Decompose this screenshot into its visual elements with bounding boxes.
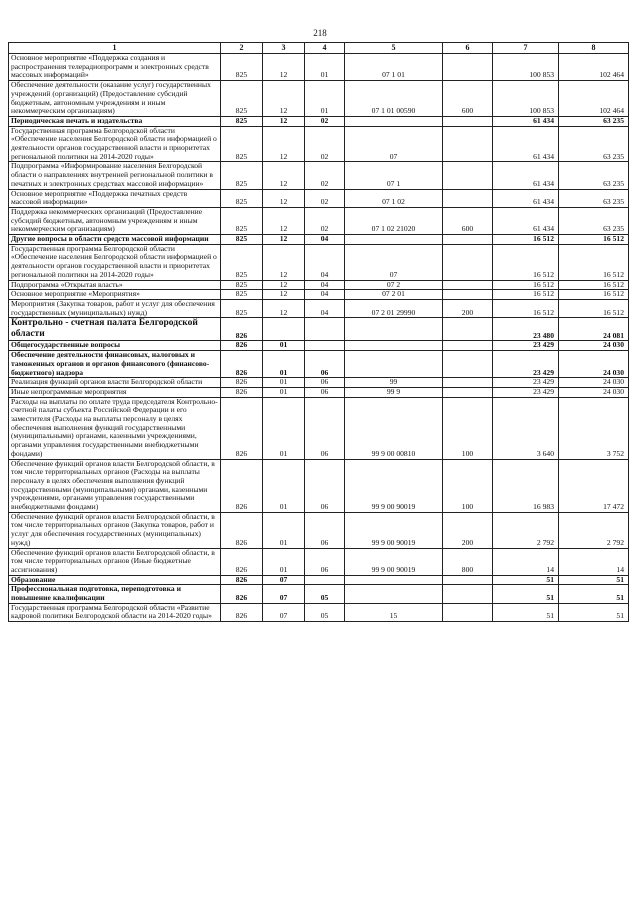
row-target-article: 07 2	[345, 280, 443, 290]
table-row	[9, 162, 629, 189]
row-section: 01	[263, 397, 305, 459]
table-row	[9, 235, 629, 245]
row-section: 12	[263, 290, 305, 300]
row-amount-year1: 14	[493, 548, 559, 575]
row-expense-type	[443, 585, 493, 603]
row-section: 12	[263, 54, 305, 81]
row-amount-year2: 17 472	[559, 459, 629, 512]
header-col-3: 3	[263, 43, 305, 54]
table-row	[9, 299, 629, 317]
row-vedom: 826	[221, 459, 263, 512]
row-subsection: 06	[305, 512, 345, 548]
row-vedom: 826	[221, 318, 263, 341]
row-name: Другие вопросы в области средств массовой информации	[9, 235, 221, 245]
row-expense-type	[443, 318, 493, 341]
row-vedom: 826	[221, 378, 263, 388]
row-section: 01	[263, 351, 305, 378]
row-amount-year2: 63 235	[559, 126, 629, 162]
header-col-6: 6	[443, 43, 493, 54]
row-amount-year1: 61 434	[493, 116, 559, 126]
row-amount-year1: 51	[493, 575, 559, 585]
row-name: Государственная программа Белгородской области «Развитие кадровой политики Белгородской области на 2014-2020 годы»	[9, 603, 221, 621]
table-row	[9, 603, 629, 621]
row-target-article: 99 9 00 00810	[345, 397, 443, 459]
row-subsection: 06	[305, 387, 345, 397]
row-expense-type	[443, 575, 493, 585]
row-amount-year2: 102 464	[559, 54, 629, 81]
table-row	[9, 189, 629, 207]
row-expense-type: 600	[443, 81, 493, 117]
row-name: Контрольно - счетная палата Белгородской области	[9, 318, 221, 341]
header-col-5: 5	[345, 43, 443, 54]
row-expense-type	[443, 378, 493, 388]
row-name: Обеспечение функций органов власти Белгородской области, в том числе территориальных органов (Закупка товаров, работ и услуг для обеспечения государственных (муниципальных) нужд)	[9, 512, 221, 548]
row-target-article	[345, 116, 443, 126]
row-section: 12	[263, 207, 305, 234]
row-name: Поддержка некоммерческих организаций (Предоставление субсидий бюджетным, автономным учреждениям и иным некоммерческим организациям)	[9, 207, 221, 234]
row-amount-year1: 100 853	[493, 54, 559, 81]
row-amount-year1: 16 512	[493, 244, 559, 280]
row-expense-type	[443, 351, 493, 378]
row-name: Расходы на выплаты по оплате труда председателя Контрольно-счетной палаты субъекта Российской Федерации и его заместителя (Расходы на выплаты персоналу в целях обеспечения выполнения функций государственными (муниципальными) органами, казенными учреждениями, органами управления государственными внебюджетными фондами)	[9, 397, 221, 459]
row-amount-year2: 24 030	[559, 351, 629, 378]
row-subsection: 04	[305, 290, 345, 300]
row-amount-year2: 51	[559, 585, 629, 603]
row-target-article: 99 9 00 90019	[345, 512, 443, 548]
row-expense-type: 200	[443, 512, 493, 548]
row-expense-type	[443, 116, 493, 126]
row-vedom: 826	[221, 548, 263, 575]
row-name: Обеспечение функций органов власти Белгородской области, в том числе территориальных органов (Иные бюджетные ассигнования)	[9, 548, 221, 575]
row-subsection: 02	[305, 207, 345, 234]
row-subsection	[305, 575, 345, 585]
row-vedom: 825	[221, 235, 263, 245]
row-target-article: 07	[345, 126, 443, 162]
row-section: 12	[263, 126, 305, 162]
row-expense-type	[443, 341, 493, 351]
row-amount-year1: 51	[493, 585, 559, 603]
page-number: 218	[313, 28, 327, 38]
table-body	[9, 54, 629, 622]
row-expense-type: 100	[443, 397, 493, 459]
table-row	[9, 387, 629, 397]
row-vedom: 825	[221, 81, 263, 117]
row-section: 12	[263, 235, 305, 245]
row-expense-type	[443, 54, 493, 81]
table-row	[9, 512, 629, 548]
row-target-article: 07 1 01	[345, 54, 443, 81]
budget-table	[8, 42, 629, 622]
row-name: Обеспечение деятельности финансовых, налоговых и таможенных органов и органов финансового (финансово-бюджетного) надзора	[9, 351, 221, 378]
row-vedom: 825	[221, 207, 263, 234]
row-amount-year2: 63 235	[559, 116, 629, 126]
row-amount-year1: 3 640	[493, 397, 559, 459]
row-amount-year2: 14	[559, 548, 629, 575]
row-section: 12	[263, 162, 305, 189]
header-col-7: 7	[493, 43, 559, 54]
row-amount-year2: 24 030	[559, 378, 629, 388]
table-row	[9, 116, 629, 126]
table-row	[9, 585, 629, 603]
row-name: Периодическая печать и издательства	[9, 116, 221, 126]
row-amount-year1: 61 434	[493, 162, 559, 189]
row-vedom: 826	[221, 387, 263, 397]
row-expense-type	[443, 162, 493, 189]
row-target-article	[345, 318, 443, 341]
row-name: Обеспечение деятельности (оказание услуг) государственных учреждений (организаций) (Предоставление субсидий бюджетным, автономным учреждениям и иным некоммерческим организациям)	[9, 81, 221, 117]
row-target-article	[345, 585, 443, 603]
row-amount-year2: 16 512	[559, 290, 629, 300]
row-target-article: 15	[345, 603, 443, 621]
row-expense-type	[443, 290, 493, 300]
row-amount-year1: 23 429	[493, 387, 559, 397]
row-amount-year2: 102 464	[559, 81, 629, 117]
header-col-4: 4	[305, 43, 345, 54]
row-amount-year2: 3 752	[559, 397, 629, 459]
row-section	[263, 318, 305, 341]
row-expense-type	[443, 603, 493, 621]
row-section: 01	[263, 512, 305, 548]
row-amount-year1: 16 512	[493, 290, 559, 300]
row-vedom: 826	[221, 341, 263, 351]
table-row	[9, 459, 629, 512]
row-section: 12	[263, 81, 305, 117]
row-amount-year1: 23 429	[493, 351, 559, 378]
row-section: 12	[263, 299, 305, 317]
row-amount-year2: 2 792	[559, 512, 629, 548]
row-section: 01	[263, 341, 305, 351]
row-expense-type: 100	[443, 459, 493, 512]
table-row	[9, 341, 629, 351]
row-subsection: 06	[305, 459, 345, 512]
row-name: Подпрограмма «Информирование населения Белгородской области о направлениях внутренней региональной политики в печатных и электронных средствах массовой информации»	[9, 162, 221, 189]
row-name: Профессиональная подготовка, переподготовка и повышение квалификации	[9, 585, 221, 603]
row-target-article: 99 9 00 90019	[345, 548, 443, 575]
table-row	[9, 207, 629, 234]
row-vedom: 826	[221, 603, 263, 621]
row-section: 01	[263, 378, 305, 388]
row-amount-year1: 16 512	[493, 299, 559, 317]
row-target-article	[345, 575, 443, 585]
row-target-article: 99 9 00 90019	[345, 459, 443, 512]
row-amount-year1: 16 983	[493, 459, 559, 512]
row-section: 01	[263, 459, 305, 512]
header-col-8: 8	[559, 43, 629, 54]
row-section: 07	[263, 575, 305, 585]
row-subsection: 02	[305, 126, 345, 162]
table-row	[9, 351, 629, 378]
row-amount-year1: 16 512	[493, 235, 559, 245]
row-name: Государственная программа Белгородской области «Обеспечение населения Белгородской области информацией о деятельности органов государственной власти и приоритетах региональной политики на 2014-2020 годы»	[9, 244, 221, 280]
row-vedom: 826	[221, 512, 263, 548]
row-subsection: 06	[305, 351, 345, 378]
row-subsection: 06	[305, 397, 345, 459]
row-expense-type: 800	[443, 548, 493, 575]
row-name: Реализация функций органов власти Белгородской области	[9, 378, 221, 388]
row-target-article: 07 2 01	[345, 290, 443, 300]
row-vedom: 826	[221, 397, 263, 459]
row-target-article: 07	[345, 244, 443, 280]
row-amount-year1: 61 434	[493, 126, 559, 162]
row-section: 01	[263, 548, 305, 575]
row-subsection: 01	[305, 54, 345, 81]
row-vedom: 825	[221, 299, 263, 317]
row-amount-year1: 61 434	[493, 207, 559, 234]
row-subsection: 06	[305, 548, 345, 575]
row-subsection: 04	[305, 235, 345, 245]
table-row	[9, 378, 629, 388]
row-vedom: 825	[221, 54, 263, 81]
row-vedom: 825	[221, 189, 263, 207]
row-vedom: 825	[221, 116, 263, 126]
row-subsection: 04	[305, 280, 345, 290]
row-target-article: 07 1 01 00590	[345, 81, 443, 117]
table-row	[9, 290, 629, 300]
row-target-article	[345, 235, 443, 245]
row-expense-type	[443, 235, 493, 245]
row-name: Государственная программа Белгородской области «Обеспечение населения Белгородской области информацией о деятельности органов государственной власти и приоритетах региональной политики на 2014-2020 годы»	[9, 126, 221, 162]
row-amount-year1: 16 512	[493, 280, 559, 290]
row-target-article	[345, 351, 443, 378]
table-row	[9, 575, 629, 585]
row-expense-type	[443, 126, 493, 162]
row-amount-year2: 16 512	[559, 280, 629, 290]
row-amount-year1: 100 853	[493, 81, 559, 117]
row-amount-year1: 61 434	[493, 189, 559, 207]
row-amount-year2: 63 235	[559, 207, 629, 234]
row-amount-year2: 16 512	[559, 244, 629, 280]
row-subsection: 05	[305, 603, 345, 621]
row-expense-type	[443, 189, 493, 207]
row-vedom: 825	[221, 290, 263, 300]
row-amount-year1: 23 480	[493, 318, 559, 341]
row-vedom: 825	[221, 244, 263, 280]
table-row	[9, 397, 629, 459]
row-subsection: 04	[305, 244, 345, 280]
row-target-article: 99 9	[345, 387, 443, 397]
table-row	[9, 548, 629, 575]
row-subsection: 05	[305, 585, 345, 603]
row-amount-year2: 51	[559, 575, 629, 585]
row-vedom: 825	[221, 126, 263, 162]
row-subsection: 06	[305, 378, 345, 388]
row-amount-year2: 16 512	[559, 299, 629, 317]
header-col-1: 1	[9, 43, 221, 54]
header-col-2: 2	[221, 43, 263, 54]
row-name: Общегосударственные вопросы	[9, 341, 221, 351]
row-amount-year1: 23 429	[493, 341, 559, 351]
row-amount-year2: 24 030	[559, 387, 629, 397]
row-target-article: 07 2 01 29990	[345, 299, 443, 317]
row-amount-year2: 51	[559, 603, 629, 621]
row-vedom: 826	[221, 585, 263, 603]
table-row	[9, 81, 629, 117]
table-row	[9, 280, 629, 290]
row-target-article: 07 1	[345, 162, 443, 189]
row-section: 12	[263, 244, 305, 280]
row-subsection: 02	[305, 189, 345, 207]
row-amount-year2: 24 081	[559, 318, 629, 341]
row-section: 12	[263, 280, 305, 290]
row-amount-year1: 2 792	[493, 512, 559, 548]
row-subsection	[305, 318, 345, 341]
row-expense-type: 200	[443, 299, 493, 317]
row-section: 12	[263, 189, 305, 207]
row-name: Образование	[9, 575, 221, 585]
table-row	[9, 244, 629, 280]
row-vedom: 826	[221, 575, 263, 585]
row-target-article: 99	[345, 378, 443, 388]
row-target-article	[345, 341, 443, 351]
row-amount-year2: 24 030	[559, 341, 629, 351]
row-amount-year2: 16 512	[559, 235, 629, 245]
row-expense-type	[443, 244, 493, 280]
table-row	[9, 318, 629, 341]
row-section: 07	[263, 603, 305, 621]
row-section: 07	[263, 585, 305, 603]
row-vedom: 826	[221, 351, 263, 378]
table-row	[9, 126, 629, 162]
row-subsection: 02	[305, 162, 345, 189]
row-expense-type: 600	[443, 207, 493, 234]
row-amount-year1: 23 429	[493, 378, 559, 388]
row-name: Иные непрограммные мероприятия	[9, 387, 221, 397]
row-section: 12	[263, 116, 305, 126]
row-name: Основное мероприятие «Поддержка печатных средств массовой информации»	[9, 189, 221, 207]
row-vedom: 825	[221, 162, 263, 189]
row-subsection	[305, 341, 345, 351]
row-expense-type	[443, 387, 493, 397]
row-section: 01	[263, 387, 305, 397]
table-row	[9, 54, 629, 81]
row-name: Обеспечение функций органов власти Белгородской области, в том числе территориальных органов (Расходы на выплаты персоналу в целях обеспечения выполнения функций государственными (муниципальными) органами, казенными учреждениями, органами управления государственными внебюджетными фондами)	[9, 459, 221, 512]
header-row	[9, 43, 629, 54]
row-subsection: 02	[305, 116, 345, 126]
row-name: Основное мероприятие «Поддержка создания и распространения телерадиопрограмм и электронных средств массовых информаций»	[9, 54, 221, 81]
row-name: Основное мероприятие «Мероприятия»	[9, 290, 221, 300]
row-name: Подпрограмма «Открытая власть»	[9, 280, 221, 290]
row-target-article: 07 1 02 21020	[345, 207, 443, 234]
row-expense-type	[443, 280, 493, 290]
row-subsection: 04	[305, 299, 345, 317]
row-amount-year2: 63 235	[559, 162, 629, 189]
row-amount-year2: 63 235	[559, 189, 629, 207]
row-name: Мероприятия (Закупка товаров, работ и услуг для обеспечения государственных (муниципальных) нужд)	[9, 299, 221, 317]
row-vedom: 825	[221, 280, 263, 290]
row-target-article: 07 1 02	[345, 189, 443, 207]
row-subsection: 01	[305, 81, 345, 117]
row-amount-year1: 51	[493, 603, 559, 621]
